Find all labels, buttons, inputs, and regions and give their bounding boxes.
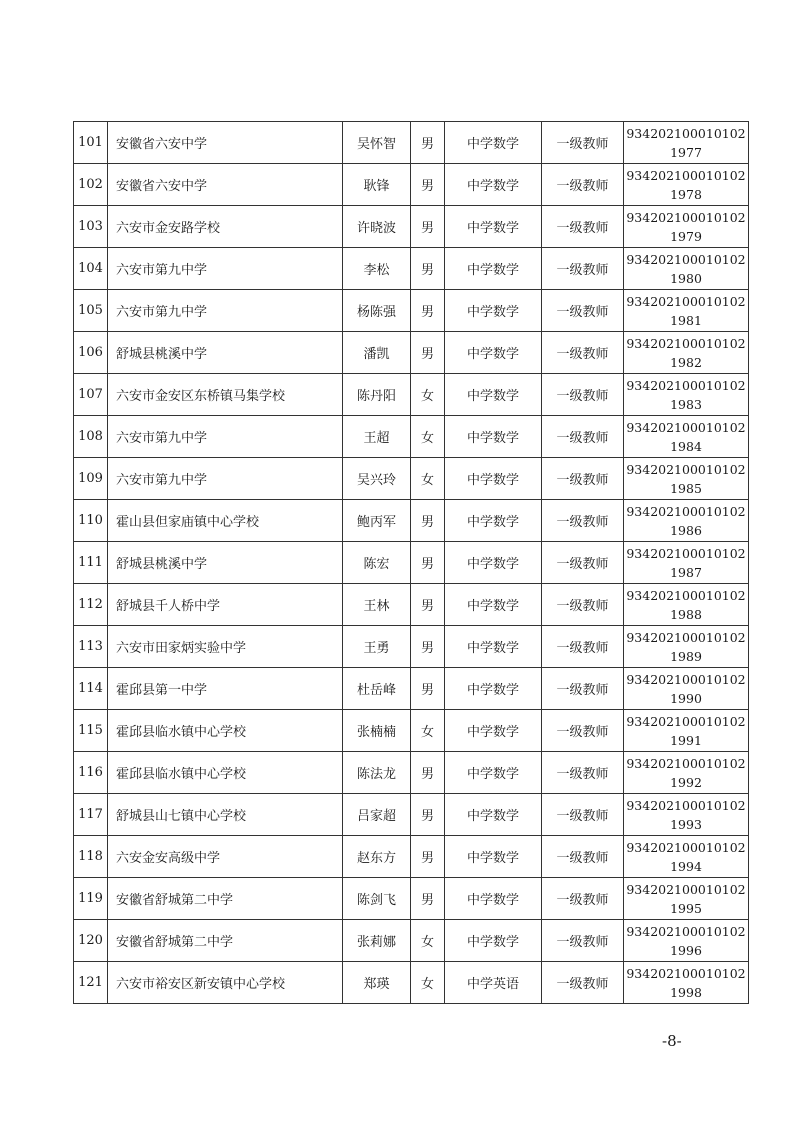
table-row [74, 794, 749, 836]
teacher-name-cell: 潘凯 [343, 332, 411, 374]
row-number-cell: 106 [74, 332, 108, 374]
gender-cell: 男 [411, 500, 445, 542]
school-cell: 六安市田家炳实验中学 [108, 626, 343, 668]
certificate-number-cell: 9342021000101021982 [624, 332, 749, 374]
table-row [74, 584, 749, 626]
certificate-number-cell: 9342021000101021998 [624, 962, 749, 1004]
school-cell: 六安市金安路学校 [108, 206, 343, 248]
gender-cell: 男 [411, 584, 445, 626]
table-row [74, 626, 749, 668]
certificate-number-cell: 9342021000101021992 [624, 752, 749, 794]
row-number-cell: 109 [74, 458, 108, 500]
teacher-name-cell: 耿锋 [343, 164, 411, 206]
subject-cell: 中学数学 [445, 668, 542, 710]
title-cell: 一级教师 [542, 290, 624, 332]
subject-cell: 中学数学 [445, 794, 542, 836]
subject-cell: 中学英语 [445, 962, 542, 1004]
row-number-cell: 113 [74, 626, 108, 668]
school-cell: 霍邱县第一中学 [108, 668, 343, 710]
teacher-name-cell: 张楠楠 [343, 710, 411, 752]
table-row [74, 290, 749, 332]
subject-cell: 中学数学 [445, 206, 542, 248]
table-row [74, 542, 749, 584]
certificate-number-cell: 9342021000101021986 [624, 500, 749, 542]
table-row [74, 374, 749, 416]
title-cell: 一级教师 [542, 122, 624, 164]
certificate-number-cell: 9342021000101021980 [624, 248, 749, 290]
teacher-name-cell: 许晓波 [343, 206, 411, 248]
row-number-cell: 105 [74, 290, 108, 332]
title-cell: 一级教师 [542, 836, 624, 878]
subject-cell: 中学数学 [445, 542, 542, 584]
subject-cell: 中学数学 [445, 920, 542, 962]
table-row [74, 458, 749, 500]
school-cell: 霍邱县临水镇中心学校 [108, 710, 343, 752]
row-number-cell: 118 [74, 836, 108, 878]
gender-cell: 女 [411, 374, 445, 416]
school-cell: 六安市第九中学 [108, 290, 343, 332]
table-row [74, 416, 749, 458]
subject-cell: 中学数学 [445, 122, 542, 164]
title-cell: 一级教师 [542, 584, 624, 626]
school-cell: 六安市裕安区新安镇中心学校 [108, 962, 343, 1004]
row-number-cell: 110 [74, 500, 108, 542]
teacher-name-cell: 陈法龙 [343, 752, 411, 794]
certificate-number-cell: 9342021000101021993 [624, 794, 749, 836]
certificate-number-cell: 9342021000101021981 [624, 290, 749, 332]
certificate-number-cell: 9342021000101021988 [624, 584, 749, 626]
table-row [74, 500, 749, 542]
gender-cell: 男 [411, 878, 445, 920]
gender-cell: 女 [411, 920, 445, 962]
subject-cell: 中学数学 [445, 836, 542, 878]
teacher-name-cell: 陈宏 [343, 542, 411, 584]
row-number-cell: 111 [74, 542, 108, 584]
teacher-name-cell: 陈丹阳 [343, 374, 411, 416]
certificate-number-cell: 9342021000101021984 [624, 416, 749, 458]
row-number-cell: 104 [74, 248, 108, 290]
row-number-cell: 117 [74, 794, 108, 836]
row-number-cell: 121 [74, 962, 108, 1004]
title-cell: 一级教师 [542, 458, 624, 500]
subject-cell: 中学数学 [445, 626, 542, 668]
certificate-number-cell: 9342021000101021990 [624, 668, 749, 710]
table-row [74, 920, 749, 962]
table-row [74, 332, 749, 374]
gender-cell: 男 [411, 206, 445, 248]
gender-cell: 女 [411, 416, 445, 458]
title-cell: 一级教师 [542, 668, 624, 710]
school-cell: 舒城县山七镇中心学校 [108, 794, 343, 836]
teacher-name-cell: 张莉娜 [343, 920, 411, 962]
school-cell: 安徽省舒城第二中学 [108, 878, 343, 920]
title-cell: 一级教师 [542, 332, 624, 374]
certificate-number-cell: 9342021000101021987 [624, 542, 749, 584]
subject-cell: 中学数学 [445, 416, 542, 458]
school-cell: 霍山县但家庙镇中心学校 [108, 500, 343, 542]
title-cell: 一级教师 [542, 248, 624, 290]
certificate-number-cell: 9342021000101021994 [624, 836, 749, 878]
roster-body [74, 122, 749, 1004]
certificate-number-cell: 9342021000101021983 [624, 374, 749, 416]
subject-cell: 中学数学 [445, 332, 542, 374]
row-number-cell: 108 [74, 416, 108, 458]
gender-cell: 男 [411, 752, 445, 794]
page-number: -8- [662, 1032, 682, 1050]
title-cell: 一级教师 [542, 752, 624, 794]
certificate-number-cell: 9342021000101021977 [624, 122, 749, 164]
title-cell: 一级教师 [542, 416, 624, 458]
teacher-name-cell: 陈剑飞 [343, 878, 411, 920]
subject-cell: 中学数学 [445, 374, 542, 416]
teacher-name-cell: 李松 [343, 248, 411, 290]
school-cell: 舒城县千人桥中学 [108, 584, 343, 626]
teacher-name-cell: 吴兴玲 [343, 458, 411, 500]
table-row [74, 668, 749, 710]
subject-cell: 中学数学 [445, 878, 542, 920]
teacher-roster-table [73, 121, 749, 1004]
row-number-cell: 115 [74, 710, 108, 752]
row-number-cell: 103 [74, 206, 108, 248]
table-row [74, 836, 749, 878]
row-number-cell: 101 [74, 122, 108, 164]
school-cell: 舒城县桃溪中学 [108, 332, 343, 374]
certificate-number-cell: 9342021000101021979 [624, 206, 749, 248]
title-cell: 一级教师 [542, 206, 624, 248]
teacher-name-cell: 吕家超 [343, 794, 411, 836]
teacher-name-cell: 鲍丙军 [343, 500, 411, 542]
gender-cell: 男 [411, 248, 445, 290]
row-number-cell: 107 [74, 374, 108, 416]
row-number-cell: 114 [74, 668, 108, 710]
subject-cell: 中学数学 [445, 248, 542, 290]
subject-cell: 中学数学 [445, 500, 542, 542]
gender-cell: 男 [411, 542, 445, 584]
title-cell: 一级教师 [542, 794, 624, 836]
teacher-name-cell: 杨陈强 [343, 290, 411, 332]
subject-cell: 中学数学 [445, 752, 542, 794]
row-number-cell: 119 [74, 878, 108, 920]
gender-cell: 男 [411, 668, 445, 710]
certificate-number-cell: 9342021000101021996 [624, 920, 749, 962]
title-cell: 一级教师 [542, 626, 624, 668]
title-cell: 一级教师 [542, 920, 624, 962]
table-row [74, 122, 749, 164]
certificate-number-cell: 9342021000101021985 [624, 458, 749, 500]
gender-cell: 男 [411, 794, 445, 836]
gender-cell: 男 [411, 122, 445, 164]
title-cell: 一级教师 [542, 164, 624, 206]
table-row [74, 752, 749, 794]
gender-cell: 男 [411, 836, 445, 878]
title-cell: 一级教师 [542, 710, 624, 752]
teacher-name-cell: 王超 [343, 416, 411, 458]
table-row [74, 962, 749, 1004]
teacher-name-cell: 杜岳峰 [343, 668, 411, 710]
table-row [74, 878, 749, 920]
school-cell: 六安市金安区东桥镇马集学校 [108, 374, 343, 416]
row-number-cell: 116 [74, 752, 108, 794]
gender-cell: 男 [411, 332, 445, 374]
table-row [74, 710, 749, 752]
subject-cell: 中学数学 [445, 290, 542, 332]
title-cell: 一级教师 [542, 878, 624, 920]
gender-cell: 男 [411, 290, 445, 332]
certificate-number-cell: 9342021000101021978 [624, 164, 749, 206]
row-number-cell: 120 [74, 920, 108, 962]
school-cell: 六安市第九中学 [108, 416, 343, 458]
teacher-name-cell: 郑瑛 [343, 962, 411, 1004]
school-cell: 六安金安高级中学 [108, 836, 343, 878]
gender-cell: 男 [411, 164, 445, 206]
teacher-name-cell: 赵东方 [343, 836, 411, 878]
gender-cell: 女 [411, 962, 445, 1004]
title-cell: 一级教师 [542, 374, 624, 416]
teacher-name-cell: 王勇 [343, 626, 411, 668]
certificate-number-cell: 9342021000101021995 [624, 878, 749, 920]
title-cell: 一级教师 [542, 962, 624, 1004]
school-cell: 六安市第九中学 [108, 458, 343, 500]
subject-cell: 中学数学 [445, 584, 542, 626]
teacher-name-cell: 王林 [343, 584, 411, 626]
certificate-number-cell: 9342021000101021989 [624, 626, 749, 668]
gender-cell: 男 [411, 626, 445, 668]
subject-cell: 中学数学 [445, 458, 542, 500]
school-cell: 六安市第九中学 [108, 248, 343, 290]
title-cell: 一级教师 [542, 542, 624, 584]
subject-cell: 中学数学 [445, 164, 542, 206]
school-cell: 安徽省六安中学 [108, 164, 343, 206]
title-cell: 一级教师 [542, 500, 624, 542]
gender-cell: 女 [411, 458, 445, 500]
subject-cell: 中学数学 [445, 710, 542, 752]
teacher-name-cell: 吴怀智 [343, 122, 411, 164]
gender-cell: 女 [411, 710, 445, 752]
table-row [74, 206, 749, 248]
school-cell: 安徽省舒城第二中学 [108, 920, 343, 962]
school-cell: 霍邱县临水镇中心学校 [108, 752, 343, 794]
school-cell: 舒城县桃溪中学 [108, 542, 343, 584]
school-cell: 安徽省六安中学 [108, 122, 343, 164]
table-row [74, 164, 749, 206]
table-row [74, 248, 749, 290]
row-number-cell: 102 [74, 164, 108, 206]
certificate-number-cell: 9342021000101021991 [624, 710, 749, 752]
row-number-cell: 112 [74, 584, 108, 626]
